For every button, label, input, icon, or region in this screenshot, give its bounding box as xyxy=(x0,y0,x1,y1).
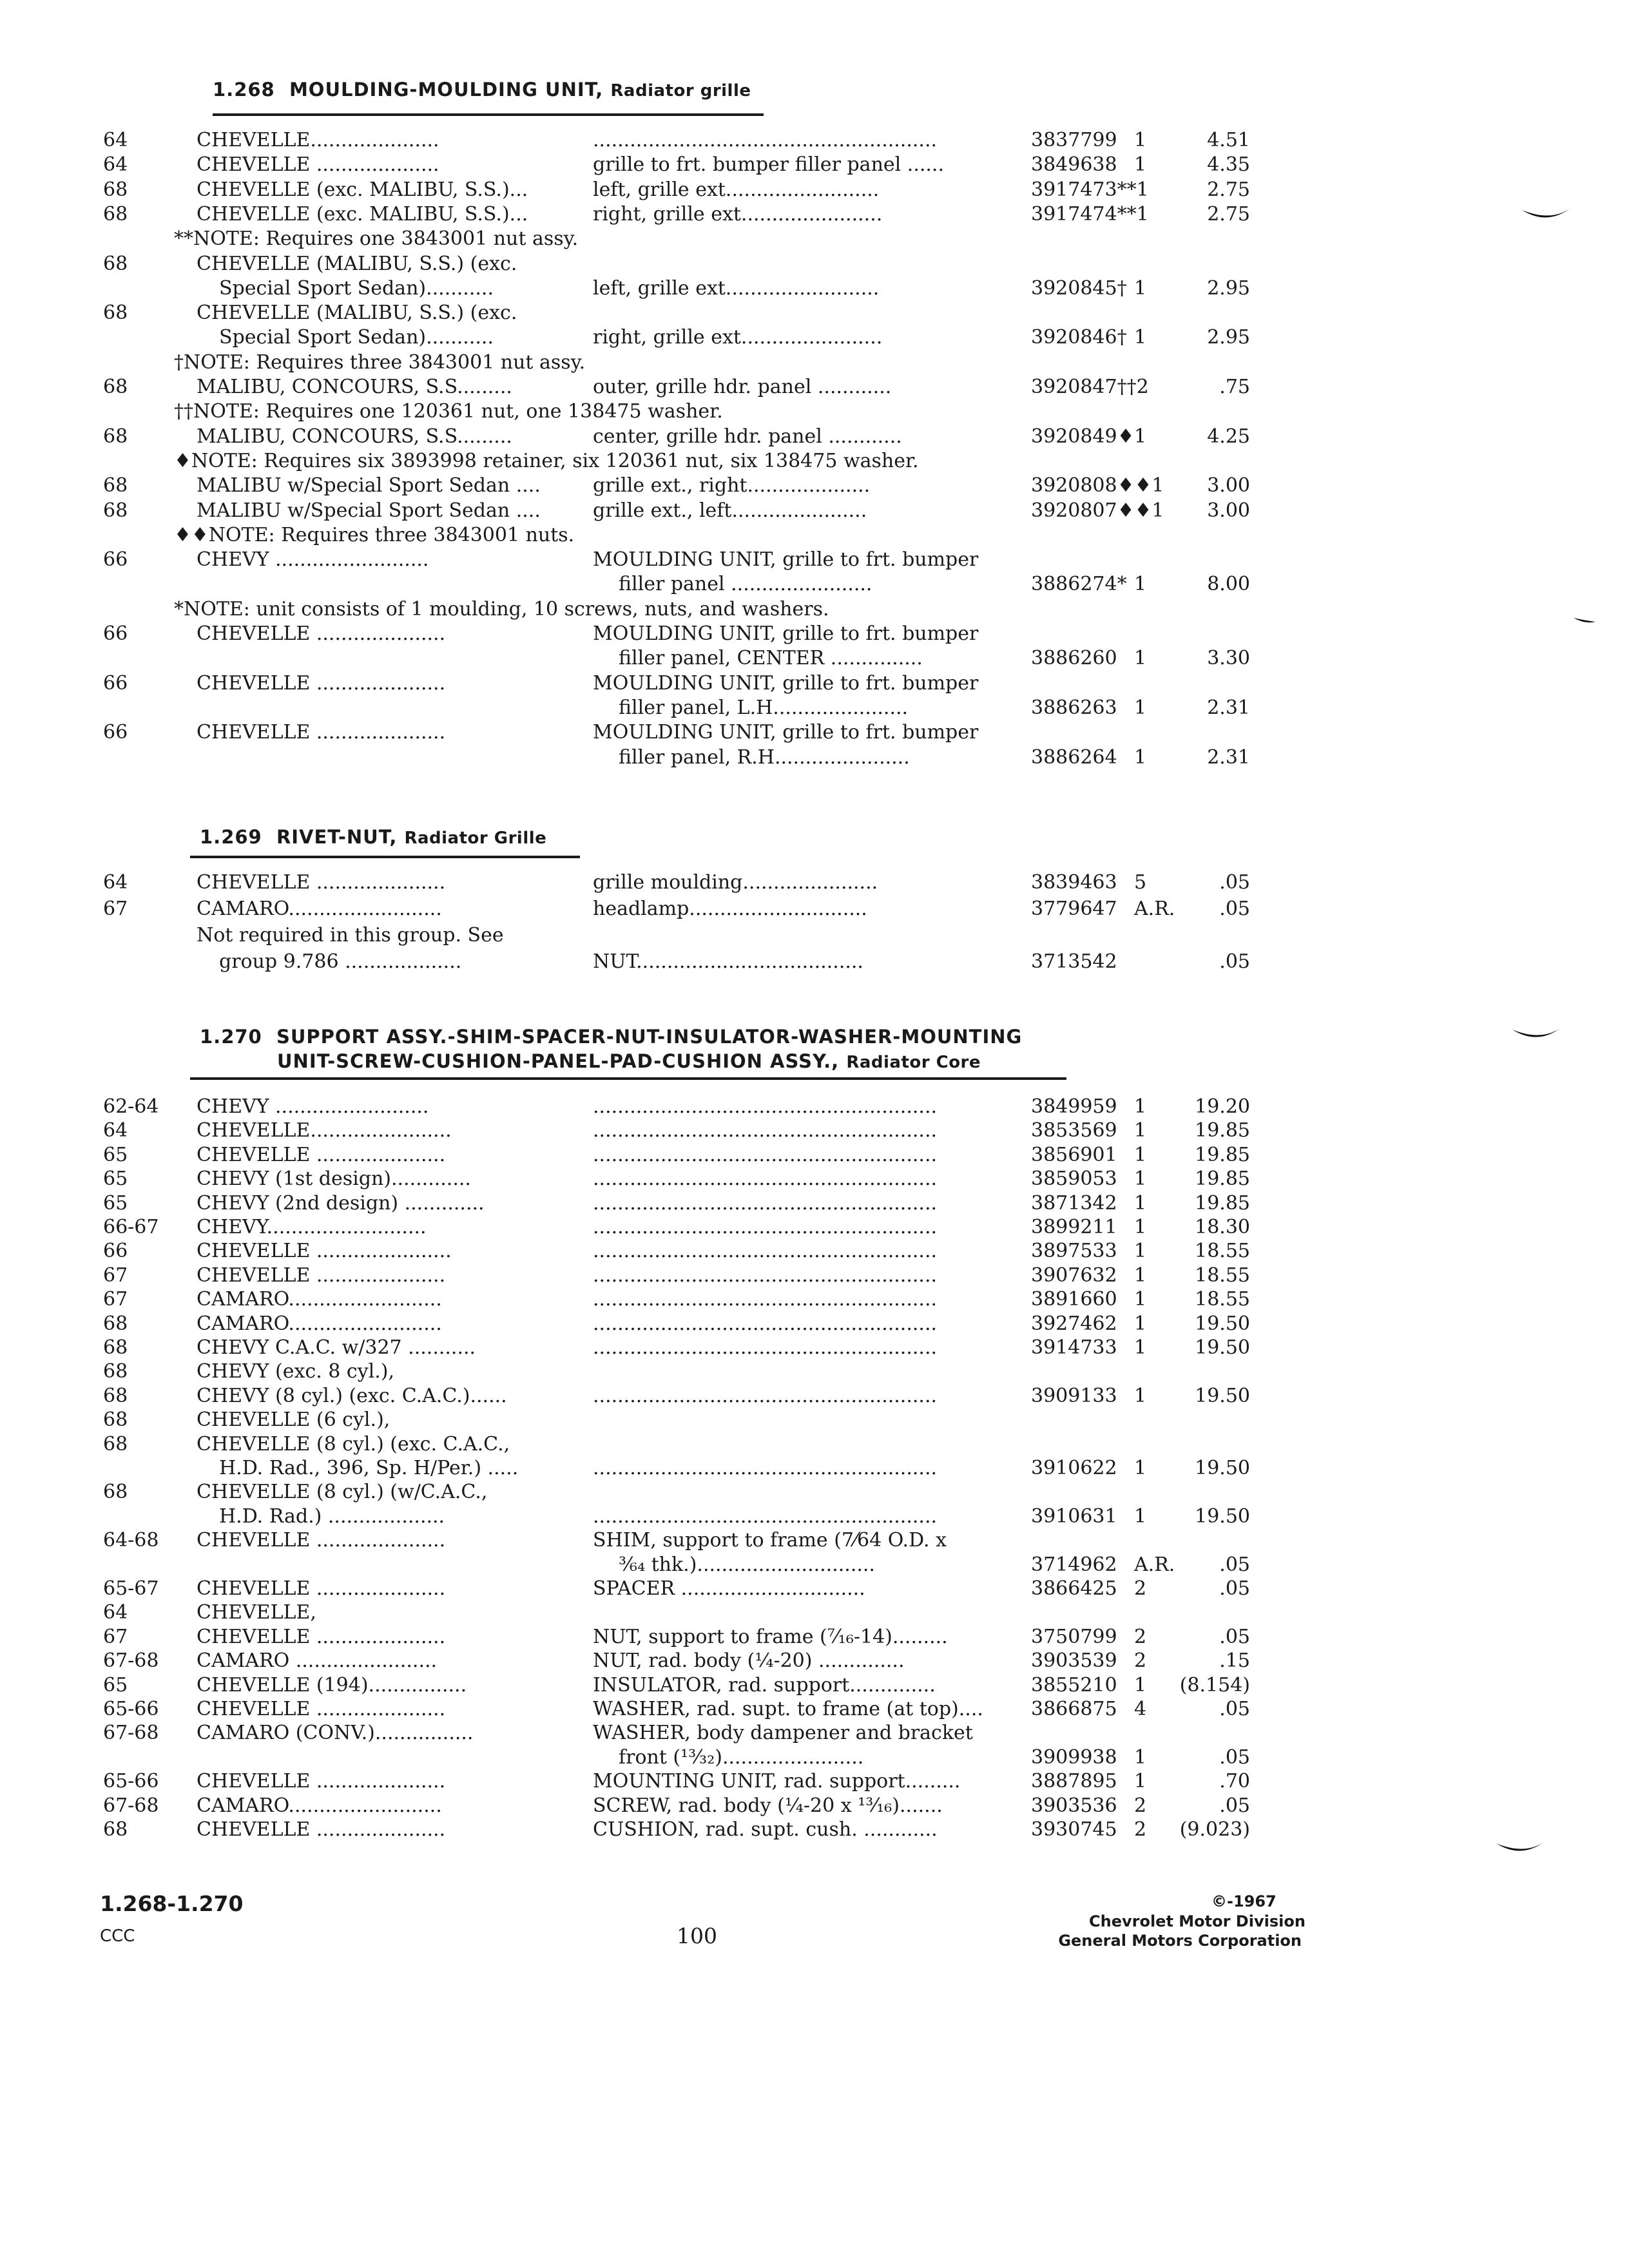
part-description: headlamp............................. xyxy=(593,898,867,920)
part-description-cont: ³⁄₆₄ thk.)............................. xyxy=(619,1553,875,1576)
model-name: CHEVELLE ..................... xyxy=(197,871,446,894)
page-number: 100 xyxy=(677,1923,717,1948)
section-1269-rule xyxy=(190,856,580,858)
part-number: 3920807♦♦1 xyxy=(1031,499,1164,522)
section-subtitle: Radiator grille xyxy=(610,81,751,101)
part-description: SHIM, support to frame (7⁄64 O.D. x xyxy=(593,1529,947,1552)
model-year: 62-64 xyxy=(103,1095,159,1118)
part-number: 3853569 xyxy=(1031,1119,1117,1142)
model-name: CHEVELLE (194)................ xyxy=(197,1674,467,1696)
price: 19.50 xyxy=(1195,1457,1250,1479)
model-year: 65 xyxy=(103,1192,128,1215)
part-number: 3856901 xyxy=(1031,1144,1117,1166)
part-description: ........................................................ xyxy=(593,1385,938,1407)
price: 18.55 xyxy=(1195,1288,1250,1311)
price: .05 xyxy=(1219,898,1250,920)
price: 4.25 xyxy=(1207,425,1250,448)
part-number: 3920808♦♦1 xyxy=(1031,474,1164,497)
model-name: CHEVELLE ..................... xyxy=(197,1698,446,1720)
part-description: left, grille ext......................... xyxy=(593,277,880,300)
quantity: 1 xyxy=(1134,1746,1147,1769)
part-description: grille ext., right.................... xyxy=(593,474,871,497)
model-name: CHEVELLE ..................... xyxy=(197,1626,446,1648)
model-name: MALIBU, CONCOURS, S.S......... xyxy=(197,425,512,448)
model-name: CHEVELLE ..................... xyxy=(197,1529,446,1552)
section-number: 1.269 xyxy=(200,826,262,848)
price: (8.154) xyxy=(1179,1674,1250,1696)
part-number: 3920846† xyxy=(1031,326,1127,349)
binder-mark xyxy=(1572,615,1598,631)
footnote: †NOTE: Requires three 3843001 nut assy. xyxy=(174,351,586,374)
part-description: ........................................................ xyxy=(593,1288,938,1311)
price: .05 xyxy=(1219,1553,1250,1576)
model-year: 67 xyxy=(103,898,128,920)
part-description: ........................................................ xyxy=(593,1336,938,1359)
part-number: 3920849♦ xyxy=(1031,425,1135,448)
price: 2.75 xyxy=(1207,203,1250,226)
part-description: SPACER .............................. xyxy=(593,1577,865,1600)
model-year: 65-66 xyxy=(103,1698,159,1720)
price: 19.50 xyxy=(1195,1385,1250,1407)
binder-mark xyxy=(1495,1840,1547,1865)
model-year: 68 xyxy=(103,474,128,497)
part-number: 3917474**1 xyxy=(1031,203,1149,226)
section-title-text: RIVET-NUT, xyxy=(276,826,398,848)
model-year: 68 xyxy=(103,203,128,226)
part-description: grille ext., left...................... xyxy=(593,499,867,522)
section-title-text: MOULDING-MOULDING UNIT, xyxy=(289,79,604,101)
model-name: CHEVELLE ..................... xyxy=(197,1264,446,1287)
model-year: 65-66 xyxy=(103,1770,159,1792)
model-name: MALIBU, CONCOURS, S.S......... xyxy=(197,376,512,398)
model-year: 68 xyxy=(103,1360,128,1383)
part-description: ........................................................ xyxy=(593,1505,938,1528)
part-description: NUT..................................... xyxy=(593,950,863,973)
section-1270-title xyxy=(200,1026,1022,1048)
model-name: Not required in this group. See xyxy=(197,924,504,947)
part-number: 3920847††2 xyxy=(1031,376,1149,398)
model-year: 68 xyxy=(103,1433,128,1456)
model-name: CHEVELLE, xyxy=(197,1601,316,1624)
section-subtitle: Radiator Grille xyxy=(404,829,547,848)
model-name: CHEVY (2nd design) ............. xyxy=(197,1192,485,1215)
price: 19.20 xyxy=(1195,1095,1250,1118)
price: 3.00 xyxy=(1207,499,1250,522)
quantity: 2 xyxy=(1134,1818,1147,1841)
part-description: ........................................................ xyxy=(593,1168,938,1190)
model-year: 67 xyxy=(103,1626,128,1648)
part-description: MOULDING UNIT, grille to frt. bumper xyxy=(593,622,979,645)
part-number: 3917473**1 xyxy=(1031,178,1149,201)
part-number: 3886263 xyxy=(1031,697,1117,719)
price: .75 xyxy=(1219,376,1250,398)
section-number: 1.268 xyxy=(213,79,275,101)
part-number: 3859053 xyxy=(1031,1168,1117,1190)
footer-range: 1.268-1.270 xyxy=(100,1891,244,1916)
model-name: CHEVY ......................... xyxy=(197,1095,429,1118)
model-year: 64 xyxy=(103,1119,128,1142)
model-year: 68 xyxy=(103,1481,128,1503)
part-number: 3750799 xyxy=(1031,1626,1117,1648)
quantity: A.R. xyxy=(1134,1553,1175,1576)
model-year: 66 xyxy=(103,548,128,571)
part-number: 3849638 xyxy=(1031,153,1117,176)
model-name-cont: H.D. Rad., 396, Sp. H/Per.) ..... xyxy=(219,1457,519,1479)
model-name: CHEVY (1st design)............. xyxy=(197,1168,471,1190)
part-description: center, grille hdr. panel ............ xyxy=(593,425,902,448)
part-description: CUSHION, rad. supt. cush. ............ xyxy=(593,1818,938,1841)
quantity: 1 xyxy=(1134,1168,1147,1190)
part-number: 3903539 xyxy=(1031,1649,1117,1672)
model-year: 66 xyxy=(103,721,128,744)
part-number: 3903536 xyxy=(1031,1794,1117,1817)
price: 3.30 xyxy=(1207,647,1250,669)
part-description: right, grille ext....................... xyxy=(593,326,883,349)
model-year: 68 xyxy=(103,425,128,448)
model-name: CHEVY C.A.C. w/327 ........... xyxy=(197,1336,476,1359)
quantity: 2 xyxy=(1134,1626,1147,1648)
part-description-cont: filler panel, R.H...................... xyxy=(619,746,910,769)
footnote: *NOTE: unit consists of 1 moulding, 10 screws, nuts, and washers. xyxy=(174,598,829,620)
quantity: 1 xyxy=(1134,1457,1147,1479)
model-year: 66 xyxy=(103,672,128,695)
model-year: 64 xyxy=(103,153,128,176)
part-description: MOULDING UNIT, grille to frt. bumper xyxy=(593,721,979,744)
model-name: CHEVY ......................... xyxy=(197,548,429,571)
part-number: 3871342 xyxy=(1031,1192,1117,1215)
quantity: 2 xyxy=(1134,1577,1147,1600)
quantity: 1 xyxy=(1134,129,1147,151)
part-number: 3886264 xyxy=(1031,746,1117,769)
price: .05 xyxy=(1219,950,1250,973)
price: 2.31 xyxy=(1207,697,1250,719)
part-description: ........................................................ xyxy=(593,1312,938,1335)
model-name: CAMARO (CONV.)................ xyxy=(197,1722,474,1744)
model-name-cont: group 9.786 ................... xyxy=(219,950,462,973)
part-description: ........................................................ xyxy=(593,1144,938,1166)
model-year: 67-68 xyxy=(103,1794,159,1817)
model-name: CHEVELLE ..................... xyxy=(197,622,446,645)
model-name-cont: H.D. Rad.) ................... xyxy=(219,1505,445,1528)
model-year: 68 xyxy=(103,1408,128,1431)
model-year: 66 xyxy=(103,622,128,645)
model-name: CAMARO......................... xyxy=(197,1794,442,1817)
model-name: CHEVELLE ..................... xyxy=(197,672,446,695)
model-name: CAMARO......................... xyxy=(197,898,442,920)
binder-mark xyxy=(1521,206,1572,232)
part-description: NUT, rad. body (¼-20) .............. xyxy=(593,1649,905,1672)
part-number: 3866425 xyxy=(1031,1577,1117,1600)
price: 19.85 xyxy=(1195,1168,1250,1190)
price: 2.31 xyxy=(1207,746,1250,769)
part-description: ........................................................ xyxy=(593,1264,938,1287)
price: 19.50 xyxy=(1195,1336,1250,1359)
part-number: 3930745 xyxy=(1031,1818,1117,1841)
price: 18.55 xyxy=(1195,1264,1250,1287)
part-description: grille to frt. bumper filler panel ...... xyxy=(593,153,944,176)
part-number: 3839463 xyxy=(1031,871,1117,894)
quantity: 1 xyxy=(1134,1674,1147,1696)
price: .05 xyxy=(1219,1794,1250,1817)
part-description: ........................................................ xyxy=(593,1216,938,1238)
part-number: 3899211 xyxy=(1031,1216,1117,1238)
model-year: 64-68 xyxy=(103,1529,159,1552)
quantity: 5 xyxy=(1134,871,1147,894)
model-year: 68 xyxy=(103,499,128,522)
quantity: 1 xyxy=(1134,697,1147,719)
model-name: CHEVELLE (MALIBU, S.S.) (exc. xyxy=(197,253,517,275)
binder-mark xyxy=(1511,1026,1563,1052)
model-year: 66 xyxy=(103,1240,128,1262)
model-year: 68 xyxy=(103,178,128,201)
footnote: ♦♦NOTE: Requires three 3843001 nuts. xyxy=(174,524,575,546)
part-number: 3713542 xyxy=(1031,950,1117,973)
model-year: 65 xyxy=(103,1144,128,1166)
model-name: CHEVELLE ..................... xyxy=(197,1818,446,1841)
part-number: 3909133 xyxy=(1031,1385,1117,1407)
price: (9.023) xyxy=(1179,1818,1250,1841)
price: .05 xyxy=(1219,1746,1250,1769)
model-year: 67 xyxy=(103,1264,128,1287)
model-name: CHEVELLE (8 cyl.) (exc. C.A.C., xyxy=(197,1433,510,1456)
price: .05 xyxy=(1219,871,1250,894)
footer-code: CCC xyxy=(100,1927,135,1946)
price: 18.55 xyxy=(1195,1240,1250,1262)
model-year: 64 xyxy=(103,1601,128,1624)
quantity: A.R. xyxy=(1134,898,1175,920)
model-name: CAMARO ....................... xyxy=(197,1649,438,1672)
part-number: 3909938 xyxy=(1031,1746,1117,1769)
price: .05 xyxy=(1219,1626,1250,1648)
model-year: 68 xyxy=(103,302,128,324)
part-number: 3837799 xyxy=(1031,129,1117,151)
part-description: INSULATOR, rad. support.............. xyxy=(593,1674,936,1696)
price: 19.85 xyxy=(1195,1119,1250,1142)
model-year: 65-67 xyxy=(103,1577,159,1600)
model-year: 68 xyxy=(103,1385,128,1407)
quantity: 1 xyxy=(1134,1385,1147,1407)
price: 19.85 xyxy=(1195,1192,1250,1215)
part-description: MOUNTING UNIT, rad. support......... xyxy=(593,1770,961,1792)
price: .70 xyxy=(1219,1770,1250,1792)
part-description: SCREW, rad. body (¼-20 x ¹³⁄₁₆)....... xyxy=(593,1794,943,1817)
model-name: CHEVY (8 cyl.) (exc. C.A.C.)...... xyxy=(197,1385,507,1407)
quantity: 1 xyxy=(1134,1336,1147,1359)
model-name: MALIBU w/Special Sport Sedan .... xyxy=(197,474,541,497)
footnote: **NOTE: Requires one 3843001 nut assy. xyxy=(174,227,579,250)
part-description: WASHER, rad. supt. to frame (at top).... xyxy=(593,1698,983,1720)
model-name: CHEVY.......................... xyxy=(197,1216,427,1238)
part-number: 3886274* xyxy=(1031,573,1127,595)
part-description: MOULDING UNIT, grille to frt. bumper xyxy=(593,672,979,695)
footer-corporation: General Motors Corporation xyxy=(1058,1932,1302,1950)
quantity: 1 xyxy=(1134,1288,1147,1311)
section-subtitle: Radiator Core xyxy=(846,1053,981,1072)
part-number: 3910622 xyxy=(1031,1457,1117,1479)
part-description: ........................................................ xyxy=(593,1119,938,1142)
model-name: CHEVELLE (6 cyl.), xyxy=(197,1408,390,1431)
part-description: MOULDING UNIT, grille to frt. bumper xyxy=(593,548,979,571)
model-name: CAMARO......................... xyxy=(197,1288,442,1311)
quantity: 1 xyxy=(1134,1095,1147,1118)
part-number: 3927462 xyxy=(1031,1312,1117,1335)
quantity: 1 xyxy=(1134,573,1147,595)
section-1270-title-line2 xyxy=(277,1050,981,1072)
quantity: 1 xyxy=(1134,1216,1147,1238)
section-1268-rule xyxy=(213,113,764,116)
part-number: 3891660 xyxy=(1031,1288,1117,1311)
model-name-cont: Special Sport Sedan)........... xyxy=(219,326,494,349)
quantity: 1 xyxy=(1134,153,1147,176)
section-1269-title xyxy=(200,826,546,848)
price: 3.00 xyxy=(1207,474,1250,497)
part-description-cont: filler panel ....................... xyxy=(619,573,872,595)
price: 19.85 xyxy=(1195,1144,1250,1166)
part-description: grille moulding...................... xyxy=(593,871,878,894)
part-description: ........................................................ xyxy=(593,1240,938,1262)
part-description: ........................................................ xyxy=(593,129,938,151)
part-description: right, grille ext....................... xyxy=(593,203,883,226)
part-number: 3714962 xyxy=(1031,1553,1117,1576)
price: .05 xyxy=(1219,1698,1250,1720)
quantity: 1 xyxy=(1134,647,1147,669)
model-name: CHEVELLE ..................... xyxy=(197,1144,446,1166)
part-number: 3779647 xyxy=(1031,898,1117,920)
footnote: ♦NOTE: Requires six 3893998 retainer, six 120361 nut, six 138475 washer. xyxy=(174,450,919,472)
part-number: 3855210 xyxy=(1031,1674,1117,1696)
quantity: 1 xyxy=(1134,1144,1147,1166)
price: 2.95 xyxy=(1207,326,1250,349)
price: .05 xyxy=(1219,1577,1250,1600)
price: 18.30 xyxy=(1195,1216,1250,1238)
model-year: 65 xyxy=(103,1168,128,1190)
section-title-text: SUPPORT ASSY.-SHIM-SPACER-NUT-INSULATOR-WASHER-MOUNTING xyxy=(276,1026,1023,1048)
price: 4.51 xyxy=(1207,129,1250,151)
part-description-cont: filler panel, CENTER ............... xyxy=(619,647,923,669)
model-name: CHEVELLE .................... xyxy=(197,153,439,176)
model-name: CHEVELLE ..................... xyxy=(197,1770,446,1792)
part-number: 3886260 xyxy=(1031,647,1117,669)
section-number: 1.270 xyxy=(200,1026,262,1048)
quantity: 1 xyxy=(1134,1192,1147,1215)
price: 4.35 xyxy=(1207,153,1250,176)
model-name: CHEVELLE (exc. MALIBU, S.S.)... xyxy=(197,203,528,226)
part-description-cont: front (¹³⁄₃₂)....................... xyxy=(619,1746,864,1769)
model-year: 67-68 xyxy=(103,1722,159,1744)
footer-copyright: ©-1967 xyxy=(1211,1892,1277,1910)
part-number: 3910631 xyxy=(1031,1505,1117,1528)
quantity: 4 xyxy=(1134,1698,1147,1720)
part-number: 3907632 xyxy=(1031,1264,1117,1287)
section-title-text-2: UNIT-SCREW-CUSHION-PANEL-PAD-CUSHION ASSY., xyxy=(277,1050,840,1072)
part-description: ........................................................ xyxy=(593,1095,938,1118)
part-description: NUT, support to frame (⁷⁄₁₆-14)......... xyxy=(593,1626,948,1648)
quantity: 2 xyxy=(1134,1649,1147,1672)
model-name: CHEVELLE (exc. MALIBU, S.S.)... xyxy=(197,178,528,201)
model-year: 64 xyxy=(103,871,128,894)
model-name: MALIBU w/Special Sport Sedan .... xyxy=(197,499,541,522)
price: 2.75 xyxy=(1207,178,1250,201)
model-year: 67-68 xyxy=(103,1649,159,1672)
model-year: 64 xyxy=(103,129,128,151)
model-name: CHEVELLE..................... xyxy=(197,129,439,151)
part-number: 3866875 xyxy=(1031,1698,1117,1720)
part-number: 3920845† xyxy=(1031,277,1127,300)
footnote: ††NOTE: Requires one 120361 nut, one 138475 washer. xyxy=(174,400,723,423)
footer-division: Chevrolet Motor Division xyxy=(1089,1912,1306,1930)
part-description: outer, grille hdr. panel ............ xyxy=(593,376,892,398)
model-name: CHEVELLE (MALIBU, S.S.) (exc. xyxy=(197,302,517,324)
quantity: 1 xyxy=(1134,1264,1147,1287)
price: 19.50 xyxy=(1195,1505,1250,1528)
part-description-cont: filler panel, L.H...................... xyxy=(619,697,909,719)
model-name: CHEVELLE (8 cyl.) (w/C.A.C., xyxy=(197,1481,488,1503)
quantity: 1 xyxy=(1134,1312,1147,1335)
quantity: 1 xyxy=(1134,1119,1147,1142)
model-name: CAMARO......................... xyxy=(197,1312,442,1335)
quantity: 1 xyxy=(1134,746,1147,769)
model-year: 67 xyxy=(103,1288,128,1311)
quantity: 1 xyxy=(1134,1240,1147,1262)
quantity: 1 xyxy=(1134,425,1147,448)
part-description: left, grille ext......................... xyxy=(593,178,880,201)
model-name: CHEVELLE ...................... xyxy=(197,1240,452,1262)
model-name: CHEVELLE ..................... xyxy=(197,721,446,744)
part-description: ........................................................ xyxy=(593,1457,938,1479)
part-number: 3887895 xyxy=(1031,1770,1117,1792)
part-description: ........................................................ xyxy=(593,1192,938,1215)
model-name: CHEVELLE ..................... xyxy=(197,1577,446,1600)
quantity: 2 xyxy=(1134,1794,1147,1817)
model-year: 68 xyxy=(103,1818,128,1841)
model-year: 68 xyxy=(103,253,128,275)
model-year: 68 xyxy=(103,376,128,398)
part-number: 3914733 xyxy=(1031,1336,1117,1359)
model-year: 65 xyxy=(103,1674,128,1696)
price: 19.50 xyxy=(1195,1312,1250,1335)
quantity: 1 xyxy=(1134,1505,1147,1528)
price: 8.00 xyxy=(1207,573,1250,595)
section-1268-title xyxy=(213,79,751,101)
model-name-cont: Special Sport Sedan)........... xyxy=(219,277,494,300)
model-year: 68 xyxy=(103,1336,128,1359)
part-number: 3897533 xyxy=(1031,1240,1117,1262)
price: .15 xyxy=(1219,1649,1250,1672)
model-year: 68 xyxy=(103,1312,128,1335)
price: 2.95 xyxy=(1207,277,1250,300)
quantity: 1 xyxy=(1134,1770,1147,1792)
section-1270-rule xyxy=(190,1077,1066,1080)
part-number: 3849959 xyxy=(1031,1095,1117,1118)
model-year: 66-67 xyxy=(103,1216,159,1238)
model-name: CHEVELLE....................... xyxy=(197,1119,452,1142)
model-name: CHEVY (exc. 8 cyl.), xyxy=(197,1360,395,1383)
quantity: 1 xyxy=(1134,277,1147,300)
quantity: 1 xyxy=(1134,326,1147,349)
part-description: WASHER, body dampener and bracket xyxy=(593,1722,973,1744)
